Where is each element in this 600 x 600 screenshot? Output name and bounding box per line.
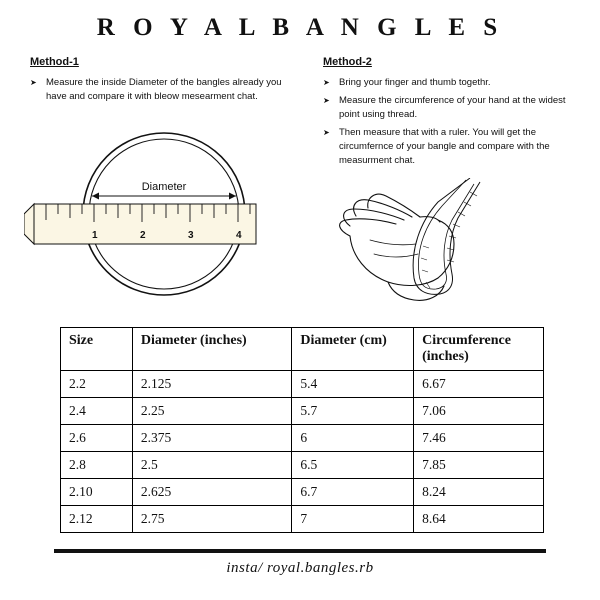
cell-circumference: 8.24 [414,479,544,506]
diameter-label: Diameter [141,181,187,193]
finger-middle [354,200,412,217]
ruler-tip [24,204,34,244]
list-item: ➤ Then measure that with a ruler. You will get the circumfernce of your bangle and compare with the measurment chat. [323,126,576,168]
column-header-circumference-inches: Circumference (inches) [414,328,544,371]
cell-diameter-cm: 5.4 [292,371,414,398]
table-row [61,506,544,533]
cell-circumference: 8.64 [414,506,544,533]
table-header-row [61,328,544,371]
finger-index [368,194,420,217]
cell-circumference: 7.85 [414,452,544,479]
ruler-tick-4: 4 [236,230,242,241]
cell-size: 2.2 [61,371,133,398]
footer-divider [54,549,546,553]
list-item: ➤ Measure the circumference of your hand at the widest point using thread. [323,94,576,122]
cell-diameter-inches: 2.25 [132,398,292,425]
diameter-arrow-left [92,193,99,200]
method-1-bullets [30,76,283,104]
column-header-diameter-cm: Diameter (cm) [292,328,414,371]
instagram-handle: insta/ royal.bangles.rb [226,560,374,576]
palm-outline [350,236,438,285]
diameter-arrow-right [229,193,236,200]
table-row [61,398,544,425]
cell-diameter-cm: 6.7 [292,479,414,506]
cell-diameter-inches: 2.125 [132,371,292,398]
table-row [61,425,544,452]
cell-circumference: 7.06 [414,398,544,425]
ruler-tick-2: 2 [140,230,146,241]
ruler-tick-1: 1 [92,230,98,241]
tape-measure [413,178,480,294]
cell-size: 2.6 [61,425,133,452]
cell-size: 2.12 [61,506,133,533]
cell-diameter-cm: 6.5 [292,452,414,479]
cell-circumference: 6.67 [414,371,544,398]
cell-diameter-cm: 6 [292,425,414,452]
page-title: R O Y A L B A N G L E S [96,14,504,41]
cell-diameter-cm: 7 [292,506,414,533]
cell-size: 2.10 [61,479,133,506]
cell-diameter-inches: 2.75 [132,506,292,533]
cell-diameter-inches: 2.5 [132,452,292,479]
size-chart-table [60,327,544,533]
cell-diameter-inches: 2.625 [132,479,292,506]
ruler-tick-3: 3 [188,230,194,241]
list-item: ➤ Measure the inside Diameter of the bangles already you have and compare it with bleow mesearment chat. [30,76,283,104]
method-2-title: Method-2 [323,56,372,68]
method-1-title: Method-1 [30,56,79,68]
cell-size: 2.4 [61,398,133,425]
cell-diameter-cm: 5.7 [292,398,414,425]
palm-crease-2 [374,254,418,257]
method-2-bullets [323,76,576,168]
column-header-diameter-inches: Diameter (inches) [132,328,292,371]
table-row [61,479,544,506]
table-row [61,371,544,398]
index-thumb-join [420,217,440,222]
table-row [61,452,544,479]
cell-size: 2.8 [61,452,133,479]
finger-little [340,219,396,236]
hand-measure-illustration [330,178,500,313]
column-header-size: Size [61,328,133,371]
tape-ticks [421,192,477,288]
cell-circumference: 7.46 [414,425,544,452]
bangle-diameter-illustration [24,126,284,306]
method-2-block [323,56,576,172]
list-item: ➤ Bring your finger and thumb togethr. [323,76,576,90]
cell-diameter-inches: 2.375 [132,425,292,452]
palm-crease-1 [370,240,416,245]
